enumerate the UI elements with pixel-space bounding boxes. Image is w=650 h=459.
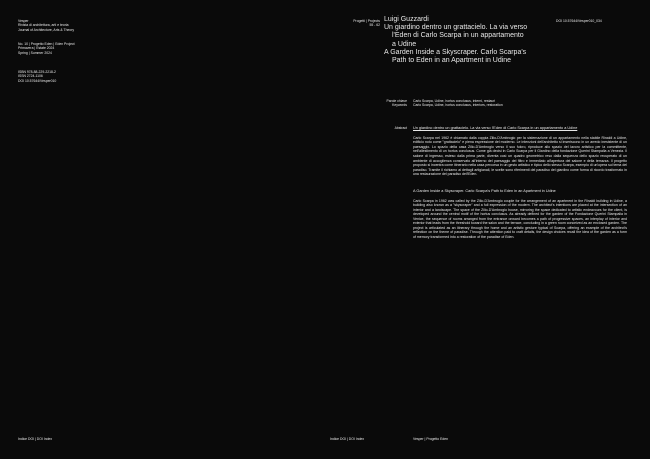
identifier-line: ISBN 978-88-229-2218-2 [18,70,56,74]
masthead-line: Vesper [18,19,29,23]
keywords-values [413,99,503,108]
abstract-label: Abstract [394,126,407,130]
title-en-line: A Garden Inside a Skyscraper. Carlo Scarpa's [384,48,527,56]
issue-line: No. 10 | Progetto Eden | Eden Project [18,42,75,46]
keywords-label-it: Parole chiave [386,99,407,103]
masthead-line: Journal of Architecture, Arts & Theory [18,27,75,32]
identifiers [18,70,56,83]
keywords-it: Carlo Scarpa, Udine, hortus conclusus, interni, restauri [413,99,496,103]
title-it-line: Un giardino dentro un grattacielo. La via verso [384,24,528,32]
article-header [384,16,544,65]
masthead [18,19,74,32]
right-footer-index: Indice DOI | DOI Index [330,437,365,441]
masthead-line: Rivista di architettura, arti e teoria [18,23,69,28]
issue-line: Spring | Summer 2024 [18,50,52,55]
left-footer: Indice DOI | DOI Index [18,437,53,441]
keywords-en: Carlo Scarpa, Udine, hortus conclusus, interiors, restoration [413,103,503,108]
section-name: Progetti | Projects [353,19,380,23]
section-label [330,19,380,28]
identifier-line: ISSN 2724-1106 [18,74,43,79]
author-name: Luigi Guzzardi [384,16,429,23]
title-it-line: a Udine [392,40,417,48]
page-range: 55 - 62 [369,23,380,28]
title-it-line: l'Eden di Carlo Scarpa in un appartamento [392,32,524,40]
abstract-heading-en: A Garden Inside a Skyscraper. Carlo Scarpa's Path to Eden in an Apartment in Udine [413,188,556,193]
abstract-heading-it: Un giardino dentro un grattacielo. La via verso l'Eden di Carlo Scarpa in un appartamento a Udine [413,126,578,130]
title-en-line: Path to Eden in an Apartment in Udine [392,57,512,65]
article-doi: DOI 10.57644/Vesper010_034 [556,19,602,23]
issue-info [18,42,75,55]
abstract-text-it: Carlo Scarpa nel 1962 è chiamato dalla coppia Zilio-D'Ambrogio per la sistemazione di un appartamento nella stabile Rinaldi a Udine, edificio noto come "grattacielo" e piena espressione del moderno. Le intenzioni dell'architetto si inseriscono in un arredo inesistente di un paesaggio. Lo spazio della casa Zilio-D'Ambrogio verso il suo fulcro, riproduce allo spazio del lavoro artistico per la committente, nell'allestimento di un hortus conclusus. Come già decisi in Carlo Scarpa per il Giardino della fondazione Querini Stampalia a Venezia. Il salone di ingresso, esteso dalla prima parte, diventa così un quadro geometrico reso dalla sequenza dello spazio recuperato di un ambiente di accoglienza conservato all'interno del paesaggio del filtro e immediato all'apertura del salone e della terrazza. Il progetto proposto si incentra come itinerario nella casa percorsa in un gesto artistico e tipico dello stesso Scarpa, esempio di un'opera sul tema del paradiso. Tramite il richiamo ai dettagli artigianali, le scelte sono riferimenti del paradiso del giardino come forma di ricordo trasformato in una restaurazione del paradiso dell'Eden. [413,135,627,177]
right-footer-journal: Vesper | Progetto Eden [413,437,448,441]
identifier-line: DOI 10.57644/Vesper010 [18,78,57,83]
abstract-text-en: Carlo Scarpa in 1962 was called by the Zilio-D'Ambrogio couple for the arrangement of an apartment in the Rinaldi building in Udine, a building also known as a "skyscraper" and a full expression of the modern. The architect's intentions are placed at the intersection of an interior and a landscape. The space of the Zilio-D'Ambrogio house, mirroring the space dedicated to artistic endeavours for the client, is developed around the central motif of the hortus conclusus. As already defined for the garden of the Fondazione Querini Stampalia in Venice, the sequence of rooms arranged from the entrance onward becomes a path of progressive spaces, an interplay of interior and exterior that leads from the threshold toward the salon and the terrace, concluding in a green room conceived as an enclosed garden. The project is articulated as an itinerary through the home and an artistic gesture typical of Scarpa, offering an example of the architect's reflection on the theme of paradise. Through the attention paid to craft details, the design choices recall the idea of the garden as a form of memory transformed into a restoration of the paradise of Eden. [413,198,627,239]
abstract-body [413,126,627,239]
keywords-label [330,99,407,108]
issue-line: Primavera | Estate 2024 [18,46,55,51]
keywords-label-en: Keywords [392,103,407,108]
